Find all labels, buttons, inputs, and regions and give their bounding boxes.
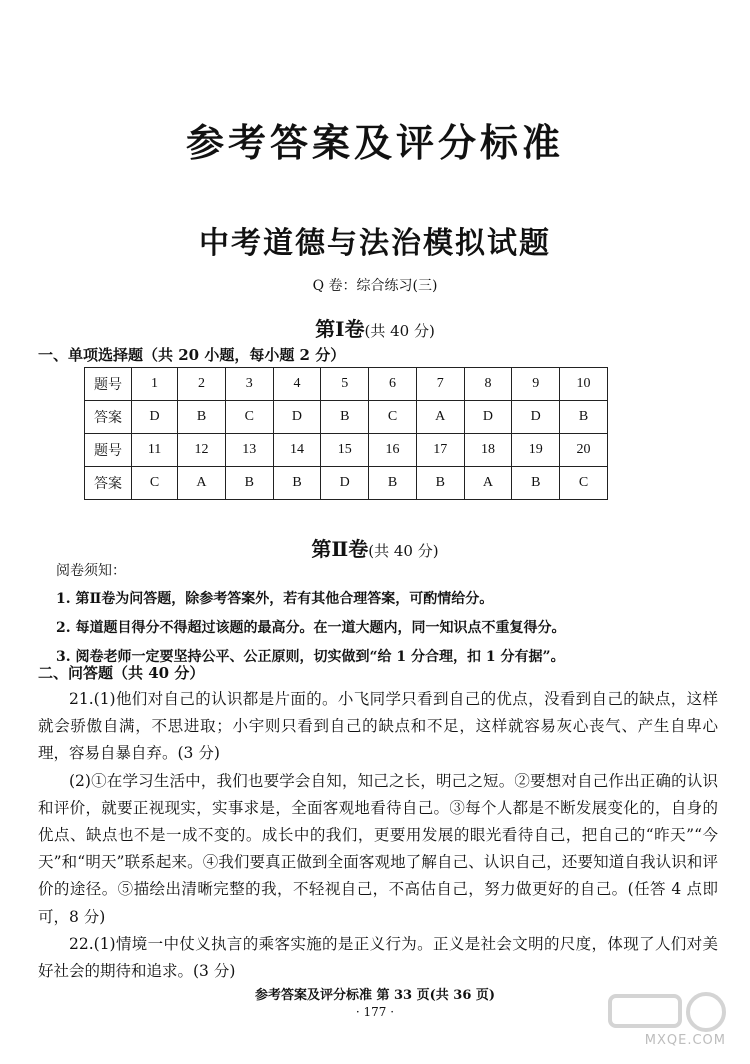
table-cell: D	[273, 401, 321, 434]
row-header-cell: 答案	[85, 467, 132, 500]
table-cell: B	[178, 401, 226, 434]
table-cell: 20	[560, 434, 608, 467]
table-cell: D	[132, 401, 178, 434]
table-cell: 17	[416, 434, 464, 467]
row-header-cell: 题号	[85, 434, 132, 467]
table-cell: 13	[225, 434, 273, 467]
table-cell: C	[369, 401, 417, 434]
table-cell: 6	[369, 368, 417, 401]
table-cell: B	[225, 467, 273, 500]
table-cell: 19	[512, 434, 560, 467]
table-cell: 14	[273, 434, 321, 467]
table-cell: A	[416, 401, 464, 434]
table-row	[85, 467, 608, 500]
notes-label: 阅卷须知：	[56, 563, 126, 579]
table-cell: D	[321, 467, 369, 500]
part1-points: (共 40 分)	[364, 322, 435, 340]
table-cell: B	[416, 467, 464, 500]
page-number: · 177 ·	[355, 1005, 395, 1019]
table-cell: B	[512, 467, 560, 500]
section2-heading: 二、问答题（共 40 分）	[38, 664, 205, 682]
table-cell: 10	[560, 368, 608, 401]
table-row	[85, 401, 608, 434]
table-cell: B	[321, 401, 369, 434]
table-cell: A	[178, 467, 226, 500]
table-cell: B	[560, 401, 608, 434]
grading-rule: 3. 阅卷老师一定要坚持公平、公正原则，切实做到“给 1 分合理，扣 1 分有据”。	[56, 649, 565, 665]
table-cell: 4	[273, 368, 321, 401]
table-cell: 15	[321, 434, 369, 467]
part2-points: (共 40 分)	[368, 542, 439, 560]
table-row	[85, 368, 608, 401]
table-cell: D	[464, 401, 512, 434]
section1-heading: 一、单项选择题（共 20 小题，每小题 2 分）	[38, 346, 346, 364]
grading-rule: 1. 第Ⅱ卷为问答题，除参考答案外，若有其他合理答案，可酌情给分。	[56, 591, 494, 607]
grading-notes	[56, 560, 716, 675]
table-cell: 1	[132, 368, 178, 401]
table-cell: 3	[225, 368, 273, 401]
answer-body-text	[38, 686, 718, 985]
table-cell: 7	[416, 368, 464, 401]
table-cell: 2	[178, 368, 226, 401]
part2-title	[0, 533, 750, 562]
row-header-cell: 答案	[85, 401, 132, 434]
table-cell: C	[560, 467, 608, 500]
main-title: 参考答案及评分标准	[185, 120, 564, 165]
answer-table	[84, 367, 608, 500]
table-cell: A	[464, 467, 512, 500]
table-cell: 11	[132, 434, 178, 467]
exam-title: 中考道德与法治模拟试题	[199, 226, 551, 261]
table-cell: B	[273, 467, 321, 500]
volume-label: Q 卷：综合练习(三)	[312, 278, 438, 294]
answer-paragraph: 22.(1)情境一中仗义执言的乘客实施的是正义行为。正义是社会文明的尺度，体现了人们对美好社会的期待和追求。(3 分)	[38, 934, 718, 981]
table-cell: B	[369, 467, 417, 500]
table-cell: 8	[464, 368, 512, 401]
table-cell: D	[512, 401, 560, 434]
table-row	[85, 434, 608, 467]
table-cell: C	[132, 467, 178, 500]
table-cell: 9	[512, 368, 560, 401]
answer-paragraph: 21.(1)他们对自己的认识都是片面的。小飞同学只看到自己的优点，没看到自己的缺点，这样就会骄傲自满，不思进取；小宇则只看到自己的缺点和不足，这样就容易灰心丧气、产生自卑心理，容易自暴自弃。(3 分)	[38, 690, 718, 763]
grading-rule: 2. 每道题目得分不得超过该题的最高分。在一道大题内，同一知识点不重复得分。	[56, 620, 566, 636]
part1-title-text: 第Ⅰ卷	[315, 317, 365, 341]
table-cell: 5	[321, 368, 369, 401]
part1-title	[0, 313, 750, 342]
table-cell: C	[225, 401, 273, 434]
table-cell: 18	[464, 434, 512, 467]
table-cell: 12	[178, 434, 226, 467]
part2-title-text: 第Ⅱ卷	[311, 537, 369, 561]
table-cell: 16	[369, 434, 417, 467]
watermark-text: MXQE.COM	[644, 1033, 726, 1048]
answer-paragraph: (2)①在学习生活中，我们也要学会自知，知己之长，明己之短。②要想对自己作出正确的认识和评价，就要正视现实，实事求是，全面客观地看待自己。③每个人都是不断发展变化的，自身的优点、缺点也不是一成不变的。成长中的我们，更要用发展的眼光看待自己，把自己的“昨天”“今天”和“明天”联系起来。④我们要真正做到全面客观地了解自己、认识自己，还要知道自我认识和评价的途径。⑤描绘出清晰完整的我，不轻视自己，不高估自己，努力做更好的自己。(任答 4 点即可，8 分)	[38, 771, 718, 926]
page-footer: 参考答案及评分标准 第 33 页(共 36 页)	[254, 988, 496, 1003]
row-header-cell: 题号	[85, 368, 132, 401]
